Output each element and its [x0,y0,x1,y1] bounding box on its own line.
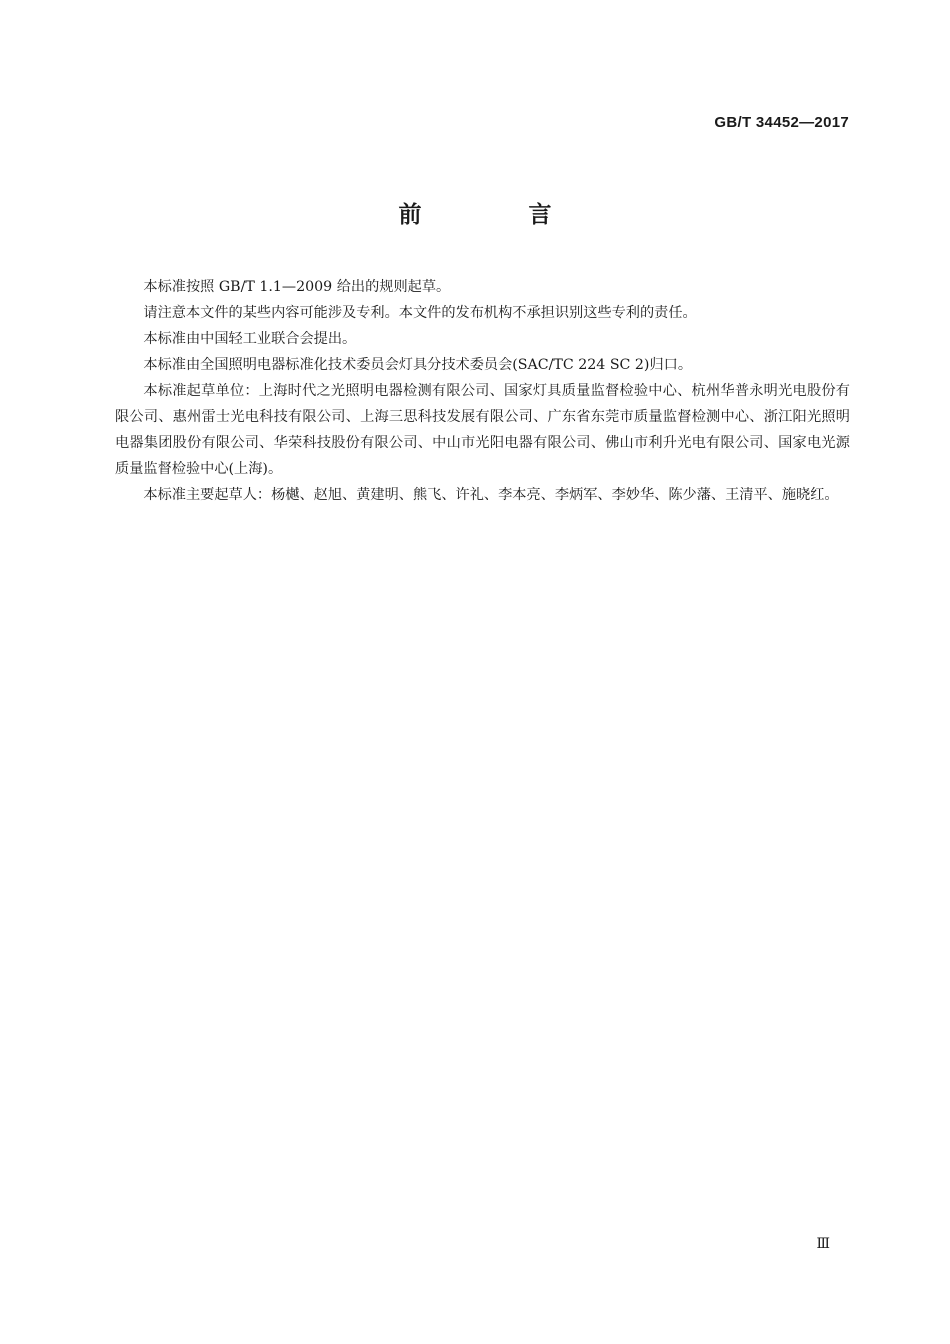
page-number: Ⅲ [816,1236,830,1252]
paragraph-patent-notice: 请注意本文件的某些内容可能涉及专利。本文件的发布机构不承担识别这些专利的责任。 [143,305,697,321]
paragraph-drafting-units: 本标准起草单位：上海时代之光照明电器检测有限公司、国家灯具质量监督检验中心、杭州华普永明光电股份有限公司、惠州雷士光电科技有限公司、上海三思科技发展有限公司、广东省东莞市质量监督检测中心、浙江阳光照明电器集团股份有限公司、华荣科技股份有限公司、中山市光阳电器有限公司、佛山市利升光电有限公司、国家电光源质量监督检验中心(上海)。 [115,383,850,477]
page-title: 前 言 [398,202,594,228]
paragraph-proposer: 本标准由中国轻工业联合会提出。 [143,331,357,347]
foreword-body [115,274,850,508]
paragraph-technical-committee: 本标准由全国照明电器标准化技术委员会灯具分技术委员会(SAC/TC 224 SC 2)归口。 [143,357,693,373]
paragraph-drafters: 本标准主要起草人：杨樾、赵旭、黄建明、熊飞、许礼、李本亮、李炳军、李妙华、陈少藩、王清平、施晓红。 [143,487,839,503]
standard-code: GB/T 34452—2017 [714,114,849,131]
paragraph-drafting-rules: 本标准按照 GB/T 1.1—2009 给出的规则起草。 [143,279,451,295]
